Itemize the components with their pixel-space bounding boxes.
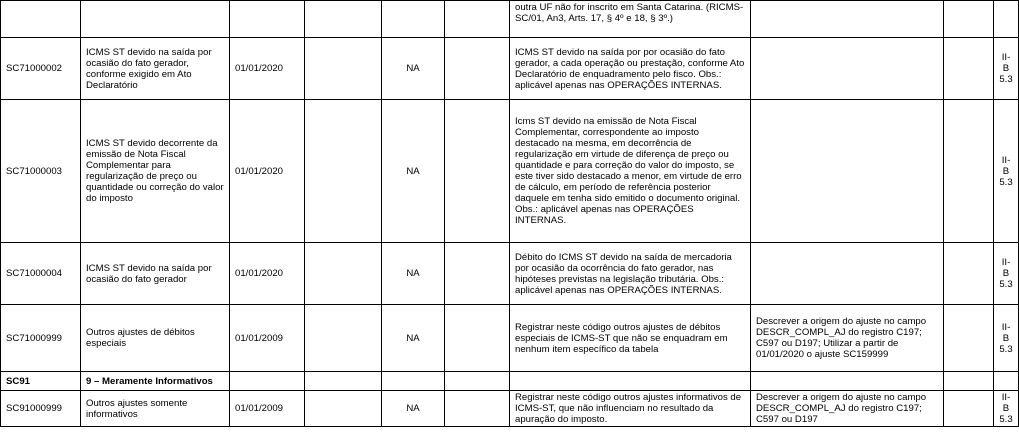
end-date-cell bbox=[305, 243, 382, 305]
reference-cell: II-B 5.3 bbox=[994, 100, 1019, 243]
description-cell: ICMS ST devido decorrente da emissão de Nota Fiscal Complementar para regularização de preço ou quantidade ou correção do valor do imposto bbox=[81, 100, 230, 243]
ufs-cell: NA bbox=[382, 305, 445, 372]
code-cell: SC71000999 bbox=[1, 305, 81, 372]
extra-cell-2 bbox=[944, 1, 994, 38]
observation-cell: ICMS ST devido na saída por por ocasião do fato gerador, a cada operação ou prestação, conforme Ato Declaratório de enquadramento pelo fisco. Obs.: aplicável apenas nas OPERAÇÕES INTERNAS. bbox=[510, 38, 751, 100]
description-cell: 9 – Meramente Informativos bbox=[81, 372, 230, 391]
extra-cell bbox=[445, 1, 510, 38]
code-cell: SC91000999 bbox=[1, 391, 81, 427]
reference-cell: II-B 5.3 bbox=[994, 38, 1019, 100]
extra-cell-2 bbox=[944, 305, 994, 372]
start-date-cell: 01/01/2020 bbox=[230, 100, 305, 243]
extra-cell-2 bbox=[944, 243, 994, 305]
ufs-cell bbox=[382, 1, 445, 38]
description-cell: ICMS ST devido na saída por ocasião do fato gerador bbox=[81, 243, 230, 305]
description-cell: Outros ajustes de débitos especiais bbox=[81, 305, 230, 372]
observation-cell: Registrar neste código outros ajustes de débitos especiais de ICMS-ST que não se enquadram em nenhum item específico da tabela bbox=[510, 305, 751, 372]
start-date-cell: 01/01/2009 bbox=[230, 391, 305, 427]
table-row bbox=[1, 391, 1019, 427]
notes-cell bbox=[751, 100, 944, 243]
end-date-cell bbox=[305, 1, 382, 38]
reference-cell: II-B 5.3 bbox=[994, 243, 1019, 305]
code-cell: SC71000002 bbox=[1, 38, 81, 100]
observation-cell: Icms ST devido na emissão de Nota Fiscal Complementar, correspondente ao imposto destacado na mesma, em decorrência de regularização em virtude de diferença de preço ou quantidade e para correção do valor do imposto, se este tiver sido destacado a menor, em virtude de erro de cálculo, em período de referência posterior daquele em tenha sido emitido o documento original. Obs.: aplicável apenas nas OPERAÇÕES INTERNAS. bbox=[510, 100, 751, 243]
table-row bbox=[1, 243, 1019, 305]
end-date-cell bbox=[305, 372, 382, 391]
start-date-cell: 01/01/2020 bbox=[230, 243, 305, 305]
table-row bbox=[1, 1, 1019, 38]
end-date-cell bbox=[305, 38, 382, 100]
ufs-cell: NA bbox=[382, 100, 445, 243]
extra-cell-2 bbox=[944, 100, 994, 243]
end-date-cell bbox=[305, 100, 382, 243]
start-date-cell bbox=[230, 372, 305, 391]
section-row bbox=[1, 372, 1019, 391]
extra-cell bbox=[445, 100, 510, 243]
start-date-cell bbox=[230, 1, 305, 38]
extra-cell bbox=[445, 372, 510, 391]
extra-cell-2 bbox=[944, 38, 994, 100]
notes-cell bbox=[751, 372, 944, 391]
extra-cell bbox=[445, 38, 510, 100]
end-date-cell bbox=[305, 391, 382, 427]
description-cell: ICMS ST devido na saída por ocasião do fato gerador, conforme exigido em Ato Declaratório bbox=[81, 38, 230, 100]
observation-cell bbox=[510, 372, 751, 391]
table-row bbox=[1, 305, 1019, 372]
table-body bbox=[1, 1, 1019, 427]
reference-cell bbox=[994, 1, 1019, 38]
notes-cell bbox=[751, 38, 944, 100]
end-date-cell bbox=[305, 305, 382, 372]
table-row bbox=[1, 38, 1019, 100]
table-row bbox=[1, 100, 1019, 243]
observation-cell: outra UF não for inscrito em Santa Catarina. (RICMS-SC/01, An3, Arts. 17, § 4º e 18, § 3º.) bbox=[510, 1, 751, 38]
extra-cell bbox=[445, 391, 510, 427]
description-cell: Outros ajustes somente informativos bbox=[81, 391, 230, 427]
notes-cell: Descrever a origem do ajuste no campo DESCR_COMPL_AJ do registro C197; C597 ou D197 bbox=[751, 391, 944, 427]
ufs-cell: NA bbox=[382, 391, 445, 427]
reference-cell bbox=[994, 372, 1019, 391]
reference-cell: II-B 5.3 bbox=[994, 305, 1019, 372]
ufs-cell: NA bbox=[382, 243, 445, 305]
reference-cell: II-B 5.3 bbox=[994, 391, 1019, 427]
code-cell: SC71000003 bbox=[1, 100, 81, 243]
ufs-cell bbox=[382, 372, 445, 391]
start-date-cell: 01/01/2020 bbox=[230, 38, 305, 100]
code-cell: SC91 bbox=[1, 372, 81, 391]
start-date-cell: 01/01/2009 bbox=[230, 305, 305, 372]
extra-cell bbox=[445, 243, 510, 305]
code-cell: SC71000004 bbox=[1, 243, 81, 305]
extra-cell bbox=[445, 305, 510, 372]
notes-cell bbox=[751, 243, 944, 305]
observation-cell: Débito do ICMS ST devido na saída de mercadoria por ocasião da ocorrência do fato gerador, nas hipóteses previstas na legislação tributária. Obs.: aplicável apenas nas OPERAÇÕES INTERNAS. bbox=[510, 243, 751, 305]
ufs-cell: NA bbox=[382, 38, 445, 100]
extra-cell-2 bbox=[944, 372, 994, 391]
description-cell bbox=[81, 1, 230, 38]
extra-cell-2 bbox=[944, 391, 994, 427]
notes-cell: Descrever a origem do ajuste no campo DESCR_COMPL_AJ do registro C197; C597 ou D197; Utilizar a partir de 01/01/2020 o ajuste SC159999 bbox=[751, 305, 944, 372]
notes-cell bbox=[751, 1, 944, 38]
observation-cell: Registrar neste código outros ajustes informativos de ICMS-ST, que não influenciam no resultado da apuração do imposto. bbox=[510, 391, 751, 427]
code-cell bbox=[1, 1, 81, 38]
